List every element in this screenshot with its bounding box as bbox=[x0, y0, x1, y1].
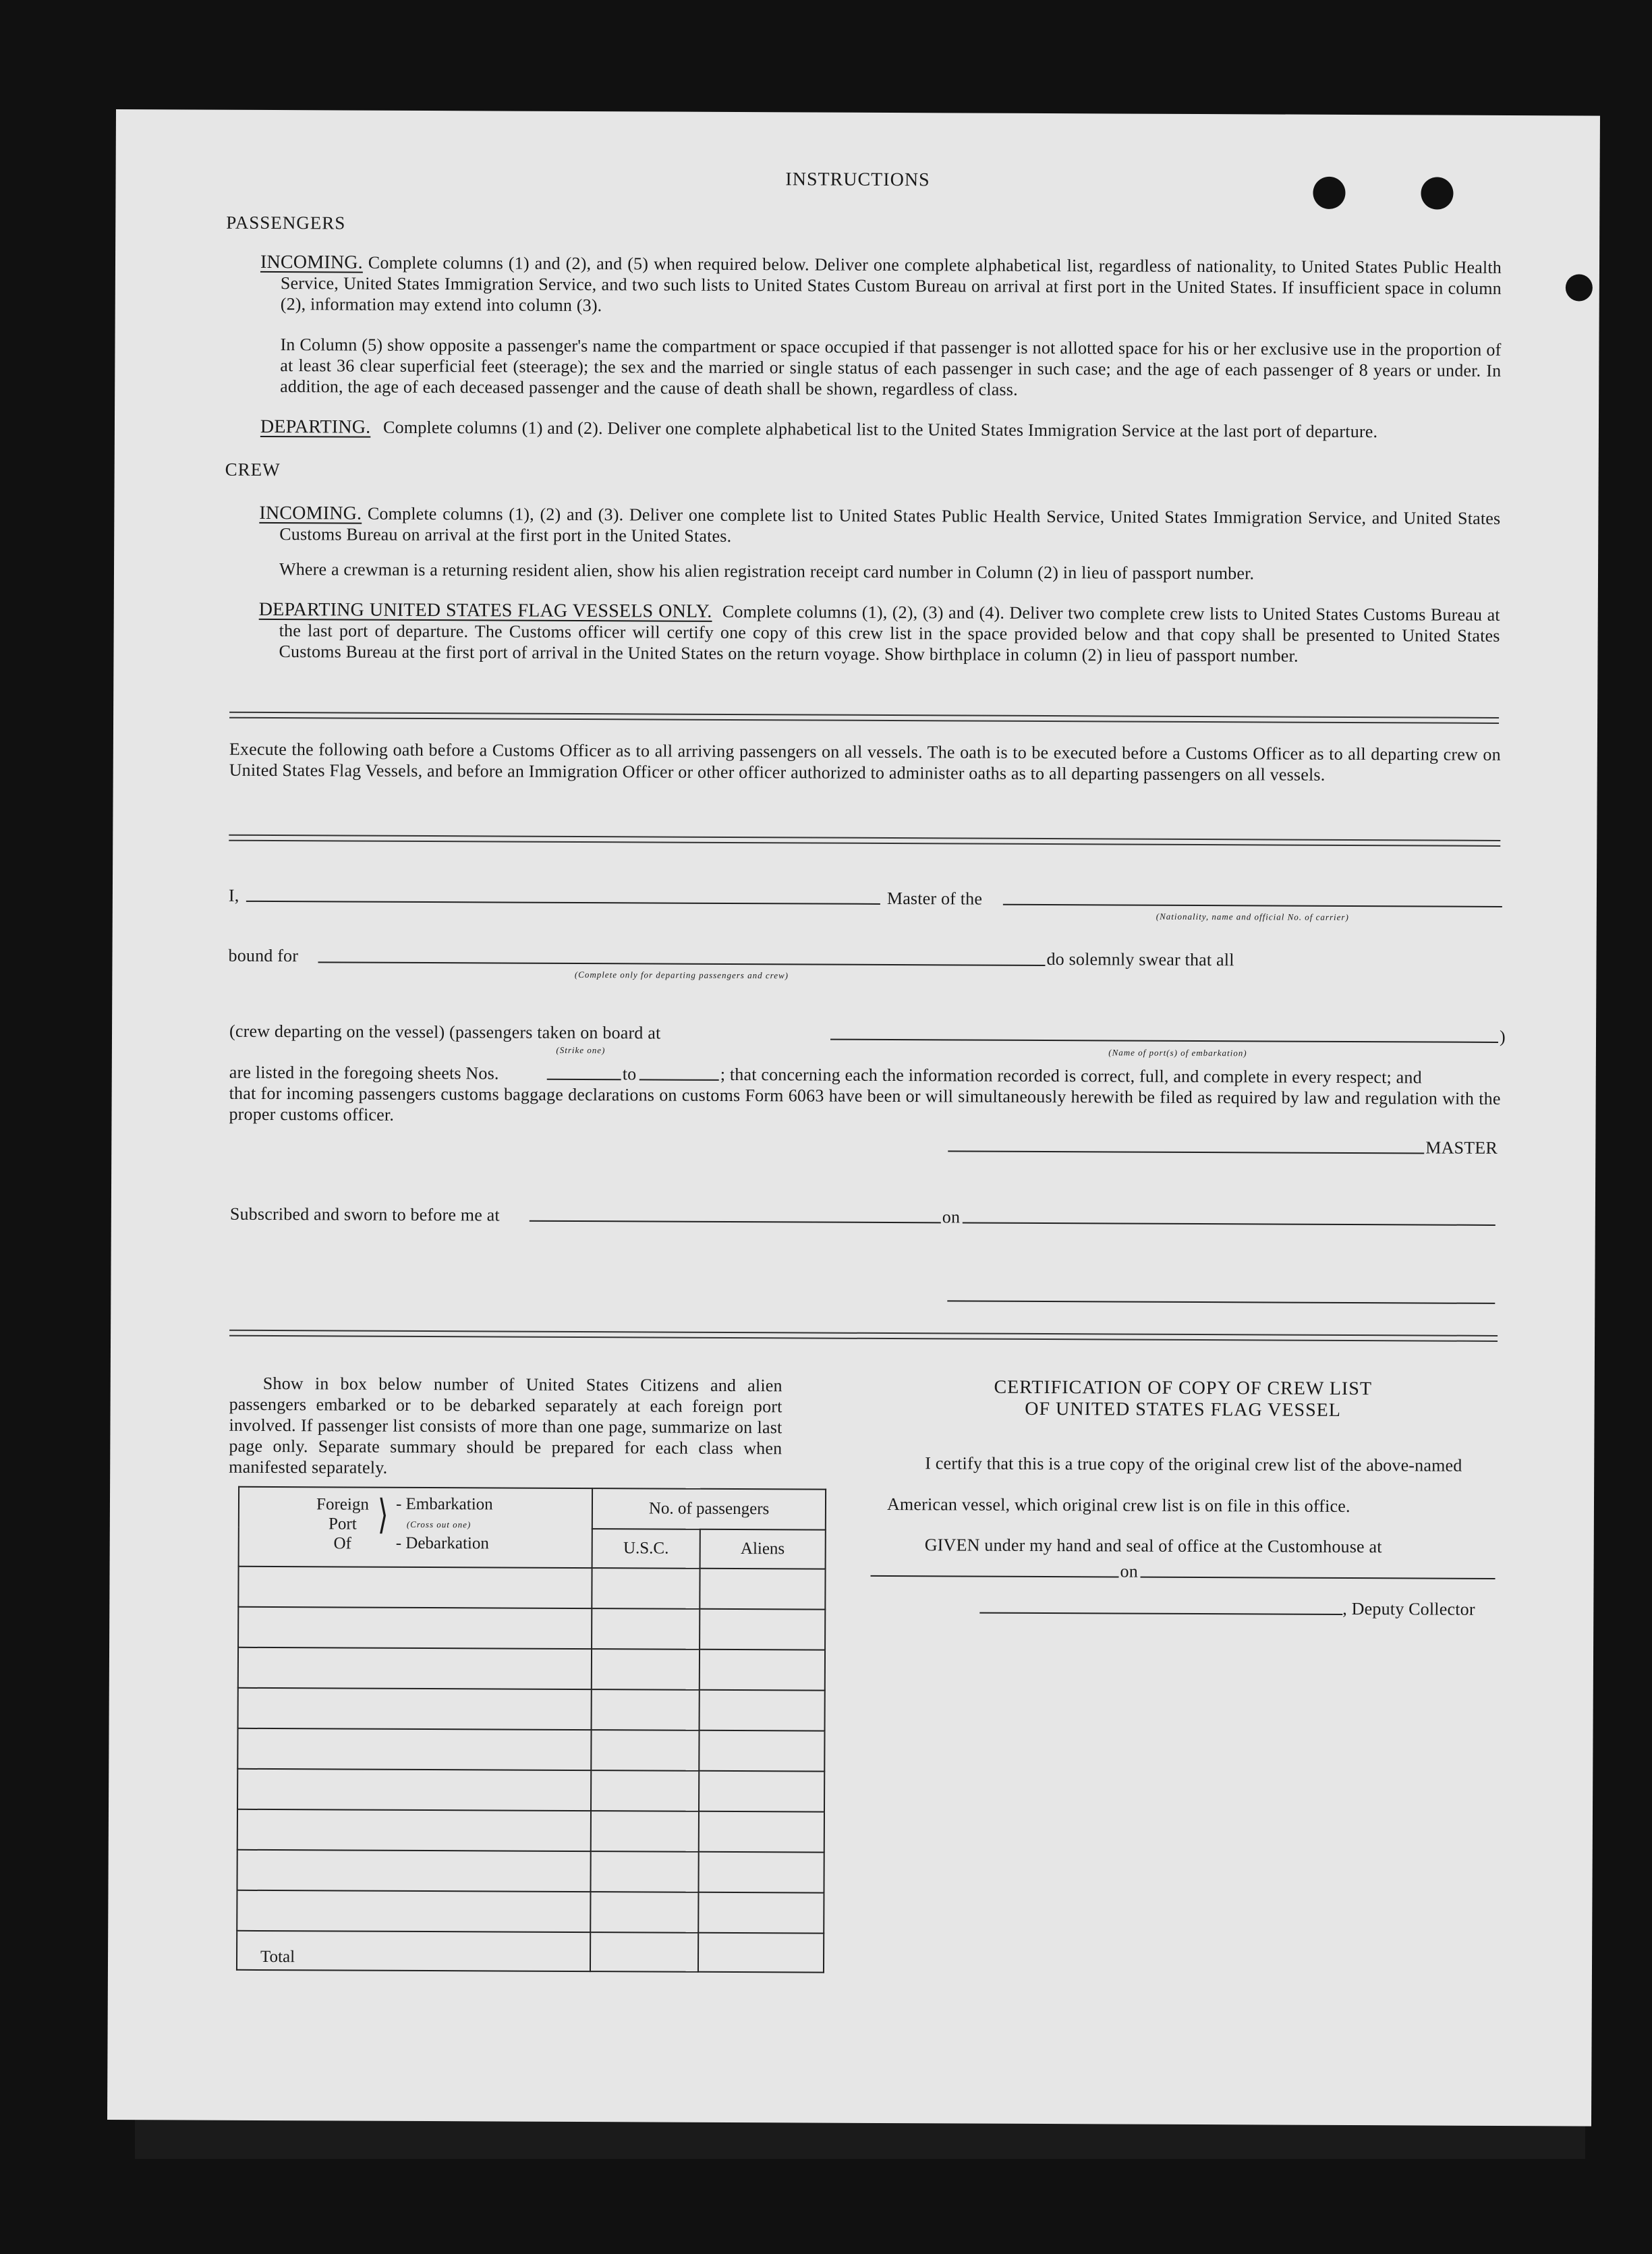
close-paren: ) bbox=[1499, 1026, 1506, 1047]
aliens-header: Aliens bbox=[700, 1529, 826, 1569]
embarkation-label: - Embarkation bbox=[395, 1494, 493, 1514]
debarkation-label: - Debarkation bbox=[395, 1533, 489, 1553]
summary-intro: Show in box below number of United States Citizens and alien passengers embarked or to be debarked separately at each foreign port involved. If passenger list consists of more than one page, summarize on last page only. Separate summary should be prepared for each class when manifested separately. bbox=[229, 1373, 782, 1477]
master-of-the-label: Master of the bbox=[886, 888, 983, 909]
oath-intro: Execute the following oath before a Customs Officer as to all arriving passengers on all vessels. The oath is to be executed before a Customs Officer as to all departing crew on United States Flag Vessels, and before an Immigration Officer or other officer authorized to administer oaths as to all departing passengers on all vessels. bbox=[229, 739, 1501, 785]
form-page bbox=[107, 109, 1600, 2126]
passengers-departing bbox=[260, 416, 1502, 443]
total-row bbox=[237, 1931, 824, 1973]
table-row bbox=[237, 1890, 824, 1934]
sworn-at-field[interactable] bbox=[530, 1220, 941, 1224]
divider-3 bbox=[229, 1330, 1498, 1342]
crew-incoming-alien: Where a crewman is a returning resident alien, show his alien registration receipt card number in Column (2) in lieu of passport number. bbox=[279, 559, 1255, 584]
divider-2 bbox=[229, 835, 1500, 847]
table-row bbox=[237, 1850, 824, 1893]
master-signature-field[interactable] bbox=[948, 1150, 1424, 1154]
strike-caption: (Strike one) bbox=[556, 1044, 606, 1056]
port-header-port: Port bbox=[328, 1515, 357, 1533]
certification-title-line1: CERTIFICATION OF COPY OF CREW LIST bbox=[994, 1376, 1373, 1400]
no-of-passengers-header: No. of passengers bbox=[592, 1488, 826, 1530]
ports-field[interactable] bbox=[830, 1039, 1498, 1043]
master-label: MASTER bbox=[1425, 1137, 1498, 1158]
crew-passengers-text: (crew departing on the vessel) (passengers taken on board at bbox=[229, 1021, 661, 1043]
ports-caption: (Name of port(s) of embarkation) bbox=[1108, 1047, 1247, 1059]
subscribed-text: Subscribed and sworn to before me at bbox=[229, 1204, 500, 1225]
sheet-to-field[interactable] bbox=[639, 1079, 719, 1081]
officer-signature-field[interactable] bbox=[947, 1300, 1495, 1304]
sworn-on-label: on bbox=[942, 1207, 961, 1227]
certification-date-field[interactable] bbox=[1141, 1577, 1496, 1579]
bound-for-caption: (Complete only for departing passengers and crew) bbox=[574, 969, 789, 981]
table-row bbox=[238, 1607, 825, 1650]
sworn-on-field[interactable] bbox=[963, 1222, 1496, 1225]
certification-title-line2: OF UNITED STATES FLAG VESSEL bbox=[1025, 1398, 1341, 1421]
sheet-from-field[interactable] bbox=[547, 1079, 621, 1080]
total-label: Total bbox=[237, 1931, 591, 1971]
passengers-incoming-label: INCOMING. bbox=[260, 251, 363, 273]
master-name-field[interactable] bbox=[246, 901, 880, 905]
certification-text-1: I certify that this is a true copy of the original crew list of the above-named bbox=[925, 1453, 1462, 1475]
certification-on-label: on bbox=[1120, 1561, 1139, 1581]
crew-incoming-text: Complete columns (1), (2) and (3). Deliver one complete list to United States Public Health Service, United States Immigration Service, and United States Customs Bureau on arrival at the first port in the United States. bbox=[279, 503, 1501, 546]
bound-for-field[interactable] bbox=[318, 961, 1045, 966]
deputy-collector-signature-field[interactable] bbox=[979, 1612, 1342, 1615]
table-row bbox=[237, 1809, 824, 1853]
carrier-field[interactable] bbox=[1003, 904, 1502, 907]
passengers-heading: PASSENGERS bbox=[226, 212, 346, 233]
port-header-foreign: Foreign bbox=[316, 1495, 369, 1514]
divider-1 bbox=[229, 712, 1499, 724]
passengers-incoming-text: Complete columns (1) and (2), and (5) when required below. Deliver one complete alphabetical list, regardless of nationality, to United States Public Health Service, United States Immigration Service, and two such lists to United States Custom Bureau on arrival at first port in the United States. If insufficient space in column (2), information may extend into column (3). bbox=[280, 252, 1502, 316]
listed-text-b: ; that concerning each the information recorded is correct, full, and complete in every respect; and bbox=[720, 1064, 1422, 1088]
crew-departing bbox=[258, 598, 1500, 667]
crew-heading: CREW bbox=[225, 459, 281, 480]
oath-i-label: I, bbox=[228, 885, 239, 905]
table-row bbox=[238, 1688, 825, 1731]
table-row bbox=[237, 1769, 824, 1812]
certification-text-2: American vessel, which original crew list is on file in this office. bbox=[886, 1494, 1350, 1517]
passengers-departing-text: Complete columns (1) and (2). Deliver one complete alphabetical list to the United States Immigration Service at the last port of departure. bbox=[383, 417, 1378, 442]
certification-given: GIVEN under my hand and seal of office at the Customhouse at bbox=[924, 1535, 1382, 1557]
carrier-caption: (Nationality, name and official No. of carrier) bbox=[1156, 911, 1349, 922]
table-row bbox=[237, 1728, 824, 1772]
port-header: Foreign Port Of ⟩ - Embarkation (Cross out one) - Debarkation bbox=[239, 1487, 593, 1568]
cross-out-caption: (Cross out one) bbox=[406, 1519, 472, 1530]
swear-text: do solemnly swear that all bbox=[1046, 949, 1234, 970]
table-row bbox=[238, 1567, 825, 1610]
table-row bbox=[238, 1647, 825, 1691]
bound-for-label: bound for bbox=[228, 945, 299, 966]
passengers-incoming-column5: In Column (5) show opposite a passenger's name the compartment or space occupied if that passenger is not allotted space for his or her exclusive use in the proportion of at least 36 clear superficial feet (steerage); the sex and the married or single status of each passenger in such case; and the age of each passenger of 8 years or under. In addition, the age of each deceased passenger and the cause of death shall be shown, regardless of class. bbox=[280, 335, 1502, 399]
crew-incoming bbox=[259, 502, 1501, 550]
page-title: INSTRUCTIONS bbox=[785, 169, 930, 191]
listed-text-c: that for incoming passengers customs baggage declarations on customs Form 6063 have been or will simultaneously herewith be filed as required by law and regulation with the proper customs officer. bbox=[229, 1083, 1501, 1125]
crew-departing-label: DEPARTING UNITED STATES FLAG VESSELS ONLY. bbox=[258, 598, 712, 622]
listed-text-a: are listed in the foregoing sheets Nos. bbox=[229, 1062, 499, 1083]
listed-to: to bbox=[622, 1064, 637, 1084]
passengers-departing-label: DEPARTING. bbox=[260, 416, 371, 438]
crew-incoming-label: INCOMING. bbox=[259, 502, 362, 524]
passenger-summary-table bbox=[236, 1486, 826, 1973]
port-header-of: Of bbox=[333, 1534, 351, 1553]
punch-hole-3 bbox=[1566, 274, 1593, 301]
deputy-collector-label: , Deputy Collector bbox=[1342, 1598, 1475, 1619]
crew-departing-text: Complete columns (1), (2), (3) and (4). Deliver two complete crew lists to United States Customs Bureau at the last port of departure. The Customs officer will certify one copy of this crew list in the space provided below and that copy shall be presented to United States Customs Bureau at the first port of arrival in the United States on the return voyage. Show birthplace in column (2) in lieu of passport number. bbox=[279, 601, 1500, 666]
passengers-incoming bbox=[260, 251, 1502, 320]
certification-title bbox=[967, 1377, 1399, 1422]
usc-header: U.S.C. bbox=[592, 1529, 700, 1569]
customhouse-field[interactable] bbox=[871, 1575, 1119, 1578]
